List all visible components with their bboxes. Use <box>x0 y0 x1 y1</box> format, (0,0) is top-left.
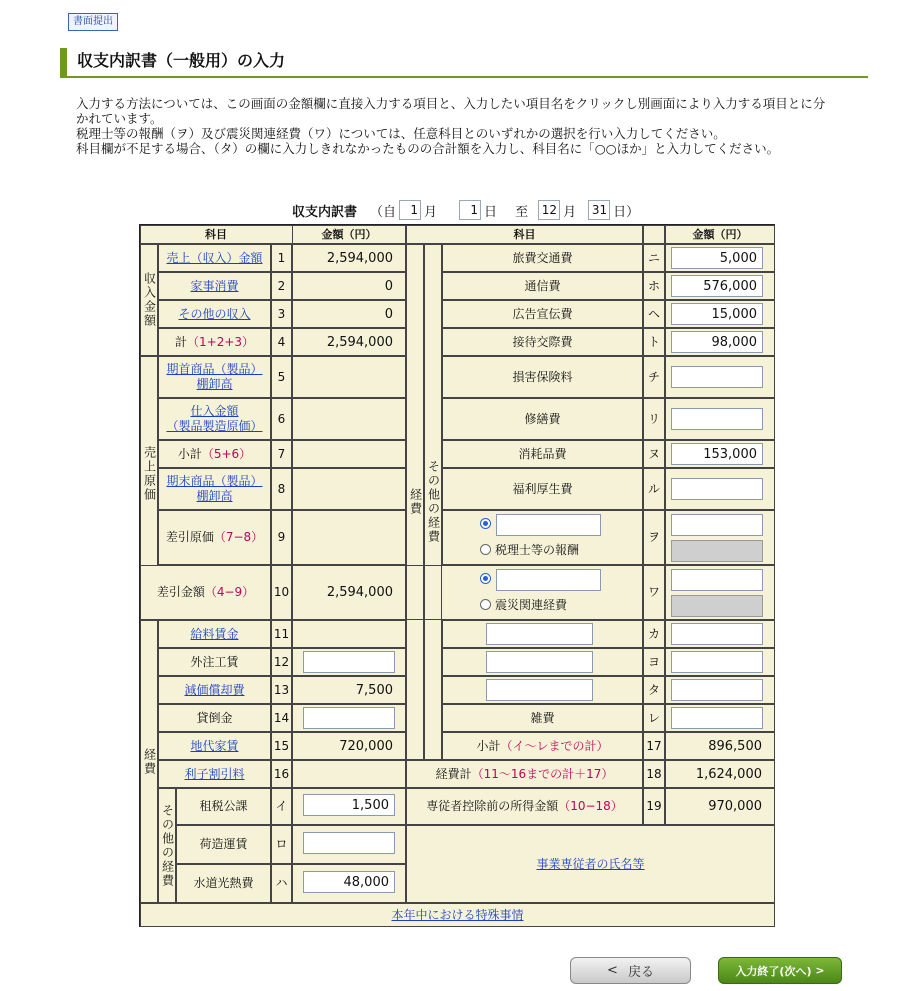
row-purchases-value <box>292 398 406 440</box>
disaster-custom-radio[interactable] <box>480 573 491 584</box>
row-gross-label <box>140 565 271 620</box>
close-label: 日） <box>613 204 640 220</box>
month-label: 月 <box>424 204 438 220</box>
row-entertain-no: ト <box>643 328 665 356</box>
row-entertain-label: 接待交際費 <box>442 328 643 356</box>
tax-adviser-label: 税理士等の報酬 <box>495 543 580 557</box>
supplies-input[interactable]: 153,000 <box>671 443 763 465</box>
row-interest-value <box>292 760 406 788</box>
row-rent-value: 720,000 <box>292 732 406 760</box>
row-salaries-value <box>292 620 406 648</box>
row-gross-value: 2,594,000 <box>292 565 406 620</box>
row-depreciation-value: 7,500 <box>292 676 406 704</box>
custom-yo-amount-input[interactable] <box>671 651 763 673</box>
sub17-label: 小計 <box>476 738 501 753</box>
row-utilities-no: ハ <box>271 864 292 903</box>
row-disaster-no: ワ <box>643 565 665 620</box>
row-interest-label[interactable] <box>158 760 271 788</box>
repair-input[interactable] <box>671 408 763 430</box>
salaries-link[interactable]: 給料賃金 <box>190 626 239 641</box>
income-statement-table <box>139 224 775 927</box>
group-other-expenses-right: その他の経費 <box>424 244 442 760</box>
row-welfare-label: 福利厚生費 <box>442 468 643 510</box>
tax-adviser-custom-radio[interactable] <box>480 518 491 529</box>
row-subtotal-label <box>158 440 271 468</box>
group-cost-of-sales: 売上原価 <box>140 356 158 591</box>
row-other-income-label[interactable] <box>158 300 271 328</box>
household-link[interactable]: 家事消費 <box>190 278 239 293</box>
to-label: 至 <box>515 204 529 220</box>
gross-formula: （4−9） <box>204 585 255 599</box>
row-total18-value: 1,624,000 <box>665 760 775 788</box>
disaster-amount-input[interactable] <box>671 569 763 591</box>
row-cogs-label <box>158 510 271 565</box>
row-income19-label <box>406 788 643 825</box>
row-bad-debt-no: 14 <box>271 704 292 732</box>
rent-link[interactable]: 地代家賃 <box>190 738 239 753</box>
submit-paper-button[interactable]: 書面提出 <box>68 13 118 31</box>
left-item-header: 科目 <box>140 225 292 244</box>
row-misc-no: レ <box>643 704 665 732</box>
row-other-income-no: 3 <box>271 300 292 328</box>
row-comm-no: ホ <box>643 272 665 300</box>
row-outsourcing-label: 外注工賃 <box>158 648 271 676</box>
row-purchases-label[interactable] <box>158 398 271 440</box>
other-income-link[interactable]: その他の収入 <box>178 306 251 321</box>
row-misc-label: 雑費 <box>442 704 643 732</box>
tax-adviser-custom-input[interactable] <box>496 514 601 536</box>
entertain-input[interactable]: 98,000 <box>671 331 763 353</box>
family-employees-cell <box>406 825 775 903</box>
purchases-link-1[interactable]: 仕入金額 <box>190 404 239 418</box>
row-custom-ka-no: カ <box>643 620 665 648</box>
row-freight-no: ロ <box>271 825 292 864</box>
total18-label: 経費計 <box>435 766 472 781</box>
form-title: 収支内訳書 <box>292 204 358 220</box>
row-sub17-value: 896,500 <box>665 732 775 760</box>
row-cogs-no: 9 <box>271 510 292 565</box>
instructions <box>76 96 836 156</box>
row-sub17-label <box>442 732 643 760</box>
gross-label: 差引金額 <box>156 585 205 599</box>
utilities-input[interactable]: 48,000 <box>303 871 395 893</box>
row-utilities-label: 水道光熱費 <box>176 864 271 903</box>
row-purchases-no: 6 <box>271 398 292 440</box>
instruction-3: 科目欄が不足する場合、（タ）の欄に入力しきれなかったものの合計額を入力し、科目名に「○○ほか」と入力してください。 <box>76 141 780 156</box>
sales-link[interactable]: 売上（収入）金額 <box>166 250 263 265</box>
row-outsourcing-no: 12 <box>271 648 292 676</box>
from-month-input[interactable]: 1 <box>399 200 421 220</box>
right-item-header: 科目 <box>406 225 643 244</box>
total18-formula: （11〜16までの計＋17） <box>471 766 614 781</box>
custom-ta-amount-input[interactable] <box>671 679 763 701</box>
opening-inventory-link-1[interactable]: 期首商品（製品） <box>166 362 263 376</box>
comm-input[interactable]: 576,000 <box>671 275 763 297</box>
cogs-label: 差引原価 <box>165 530 214 544</box>
row-total18-label <box>406 760 643 788</box>
row-closing-inventory-no: 8 <box>271 468 292 510</box>
depreciation-link[interactable]: 減価償却費 <box>184 682 245 697</box>
income-total-label: 計 <box>174 334 187 349</box>
closing-inventory-link-2[interactable]: 棚卸高 <box>196 489 233 503</box>
row-supplies-no: ヌ <box>643 440 665 468</box>
disaster-radio[interactable] <box>480 599 491 610</box>
instruction-1: 入力する方法については、この画面の金額欄に直接入力する項目と、入力したい項目名をクリックし別画面により入力する項目とに分かれています。 <box>76 96 826 126</box>
form-period <box>292 199 639 221</box>
opening-inventory-link-2[interactable]: 棚卸高 <box>196 377 233 391</box>
welfare-input[interactable] <box>671 478 763 500</box>
income19-label: 専従者控除前の所得金額 <box>426 799 559 813</box>
day-label: 日 <box>484 204 498 220</box>
row-household-no: 2 <box>271 272 292 300</box>
row-gross-no: 10 <box>271 565 292 620</box>
row-cogs-value <box>292 510 406 565</box>
row-custom-yo-no: ヨ <box>643 648 665 676</box>
tax-adviser-radio[interactable] <box>480 544 491 555</box>
row-total18-no: 18 <box>643 760 665 788</box>
to-month-input[interactable]: 12 <box>538 200 560 220</box>
disaster-amount-disabled <box>671 595 763 617</box>
to-day-input[interactable]: 31 <box>588 200 610 220</box>
header-no-spacer <box>643 225 665 244</box>
row-welfare-no: ル <box>643 468 665 510</box>
back-label: 戻る <box>627 965 654 980</box>
row-taxes-no: イ <box>271 788 292 825</box>
chevron-right-icon: > <box>811 964 825 977</box>
custom-yo-name-input[interactable] <box>486 651 593 673</box>
row-tax-adviser-no: ヲ <box>643 510 665 565</box>
custom-ka-amount-input[interactable] <box>671 623 763 645</box>
row-insurance-no: チ <box>643 356 665 398</box>
instruction-2: 税理士等の報酬（ヲ）及び震災関連経費（ワ）については、任意科目とのいずれかの選択を行い入力してください。 <box>76 126 726 141</box>
sub17-formula: （イ〜レまでの計） <box>500 738 609 753</box>
row-sales-no: 1 <box>271 244 292 272</box>
row-freight-label: 荷造運賃 <box>176 825 271 864</box>
group-expenses-left: 経費 <box>140 620 158 903</box>
row-income-total-no: 4 <box>271 328 292 356</box>
row-supplies-label: 消耗品費 <box>442 440 643 468</box>
family-employees-link[interactable]: 事業専従者の氏名等 <box>536 856 645 871</box>
row-travel-label: 旅費交通費 <box>442 244 643 272</box>
finish-next-label: 入力終了(次へ) <box>735 964 812 978</box>
row-repair-no: リ <box>643 398 665 440</box>
row-salaries-label[interactable] <box>158 620 271 648</box>
row-insurance-label: 損害保険料 <box>442 356 643 398</box>
finish-next-button[interactable] <box>718 957 842 984</box>
expenses-column-border <box>406 244 424 760</box>
custom-ta-name-input[interactable] <box>486 679 593 701</box>
closing-inventory-link-1[interactable]: 期末商品（製品） <box>166 474 263 488</box>
row-travel-no: ニ <box>643 244 665 272</box>
row-opening-inventory-no: 5 <box>271 356 292 398</box>
row-custom-ta-no: タ <box>643 676 665 704</box>
purchases-link-2[interactable]: （製品製造原価） <box>166 419 263 433</box>
row-ads-label: 広告宣伝費 <box>442 300 643 328</box>
special-circumstances-cell <box>140 903 775 927</box>
row-bad-debt-label: 貸倒金 <box>158 704 271 732</box>
row-sub17-no: 17 <box>643 732 665 760</box>
back-button[interactable] <box>570 957 691 984</box>
interest-link[interactable]: 利子割引料 <box>184 766 245 781</box>
row-income-total-label <box>158 328 271 356</box>
row-interest-no: 16 <box>271 760 292 788</box>
disaster-custom-input[interactable] <box>496 569 601 591</box>
left-amount-header: 金額（円） <box>292 225 406 244</box>
row-income19-value: 970,000 <box>665 788 775 825</box>
row-comm-label: 通信費 <box>442 272 643 300</box>
row-sales-label[interactable] <box>158 244 271 272</box>
right-amount-header: 金額（円） <box>665 225 775 244</box>
row-ads-no: ヘ <box>643 300 665 328</box>
insurance-input[interactable] <box>671 366 763 388</box>
row-salaries-no: 11 <box>271 620 292 648</box>
row-income-total-value: 2,594,000 <box>292 328 406 356</box>
row-sales-value: 2,594,000 <box>292 244 406 272</box>
subtotal-formula: （5+6） <box>201 446 252 461</box>
custom-ka-name-input[interactable] <box>486 623 593 645</box>
from-label: （自 <box>370 204 397 220</box>
row-rent-label[interactable] <box>158 732 271 760</box>
row-household-value: 0 <box>292 272 406 300</box>
tax-adviser-amount-disabled <box>671 540 763 562</box>
travel-input[interactable]: 5,000 <box>671 247 763 269</box>
row-opening-inventory-label[interactable] <box>158 356 271 398</box>
bad-debt-input[interactable] <box>303 707 395 729</box>
subtotal-label: 小計 <box>177 446 202 461</box>
ads-input[interactable]: 15,000 <box>671 303 763 325</box>
misc-input[interactable] <box>671 707 763 729</box>
from-day-input[interactable]: 1 <box>459 200 481 220</box>
row-opening-inventory-value <box>292 356 406 398</box>
outsourcing-input[interactable] <box>303 651 395 673</box>
row-depreciation-label[interactable] <box>158 676 271 704</box>
group-expenses-right: 経費 <box>406 244 424 760</box>
special-circumstances-link[interactable]: 本年中における特殊事情 <box>391 907 524 922</box>
income-total-formula: （1+2+3） <box>187 334 255 349</box>
disaster-label: 震災関連経費 <box>495 598 568 612</box>
row-subtotal-no: 7 <box>271 440 292 468</box>
chevron-left-icon: < <box>607 963 618 978</box>
row-rent-no: 15 <box>271 732 292 760</box>
row-income19-no: 19 <box>643 788 665 825</box>
income19-formula: （10−18） <box>558 799 623 813</box>
row-subtotal-value <box>292 440 406 468</box>
row-household-label[interactable] <box>158 272 271 300</box>
taxes-input[interactable]: 1,500 <box>303 794 395 816</box>
group-other-expenses-left: その他の経費 <box>158 788 176 903</box>
month-label-2: 月 <box>563 204 577 220</box>
row-closing-inventory-value <box>292 468 406 510</box>
row-other-income-value: 0 <box>292 300 406 328</box>
page-title: 収支内訳書（一般用）の入力 <box>60 48 868 78</box>
row-closing-inventory-label[interactable] <box>158 468 271 510</box>
row-depreciation-no: 13 <box>271 676 292 704</box>
group-income: 収入金額 <box>140 244 158 356</box>
row-taxes-label: 租税公課 <box>176 788 271 825</box>
tax-adviser-amount-input[interactable] <box>671 514 763 536</box>
header-spacer <box>271 225 293 244</box>
freight-input[interactable] <box>303 832 395 854</box>
row-repair-label: 修繕費 <box>442 398 643 440</box>
cogs-formula: （7−8） <box>213 530 264 544</box>
other-expenses-column-border <box>424 244 442 760</box>
